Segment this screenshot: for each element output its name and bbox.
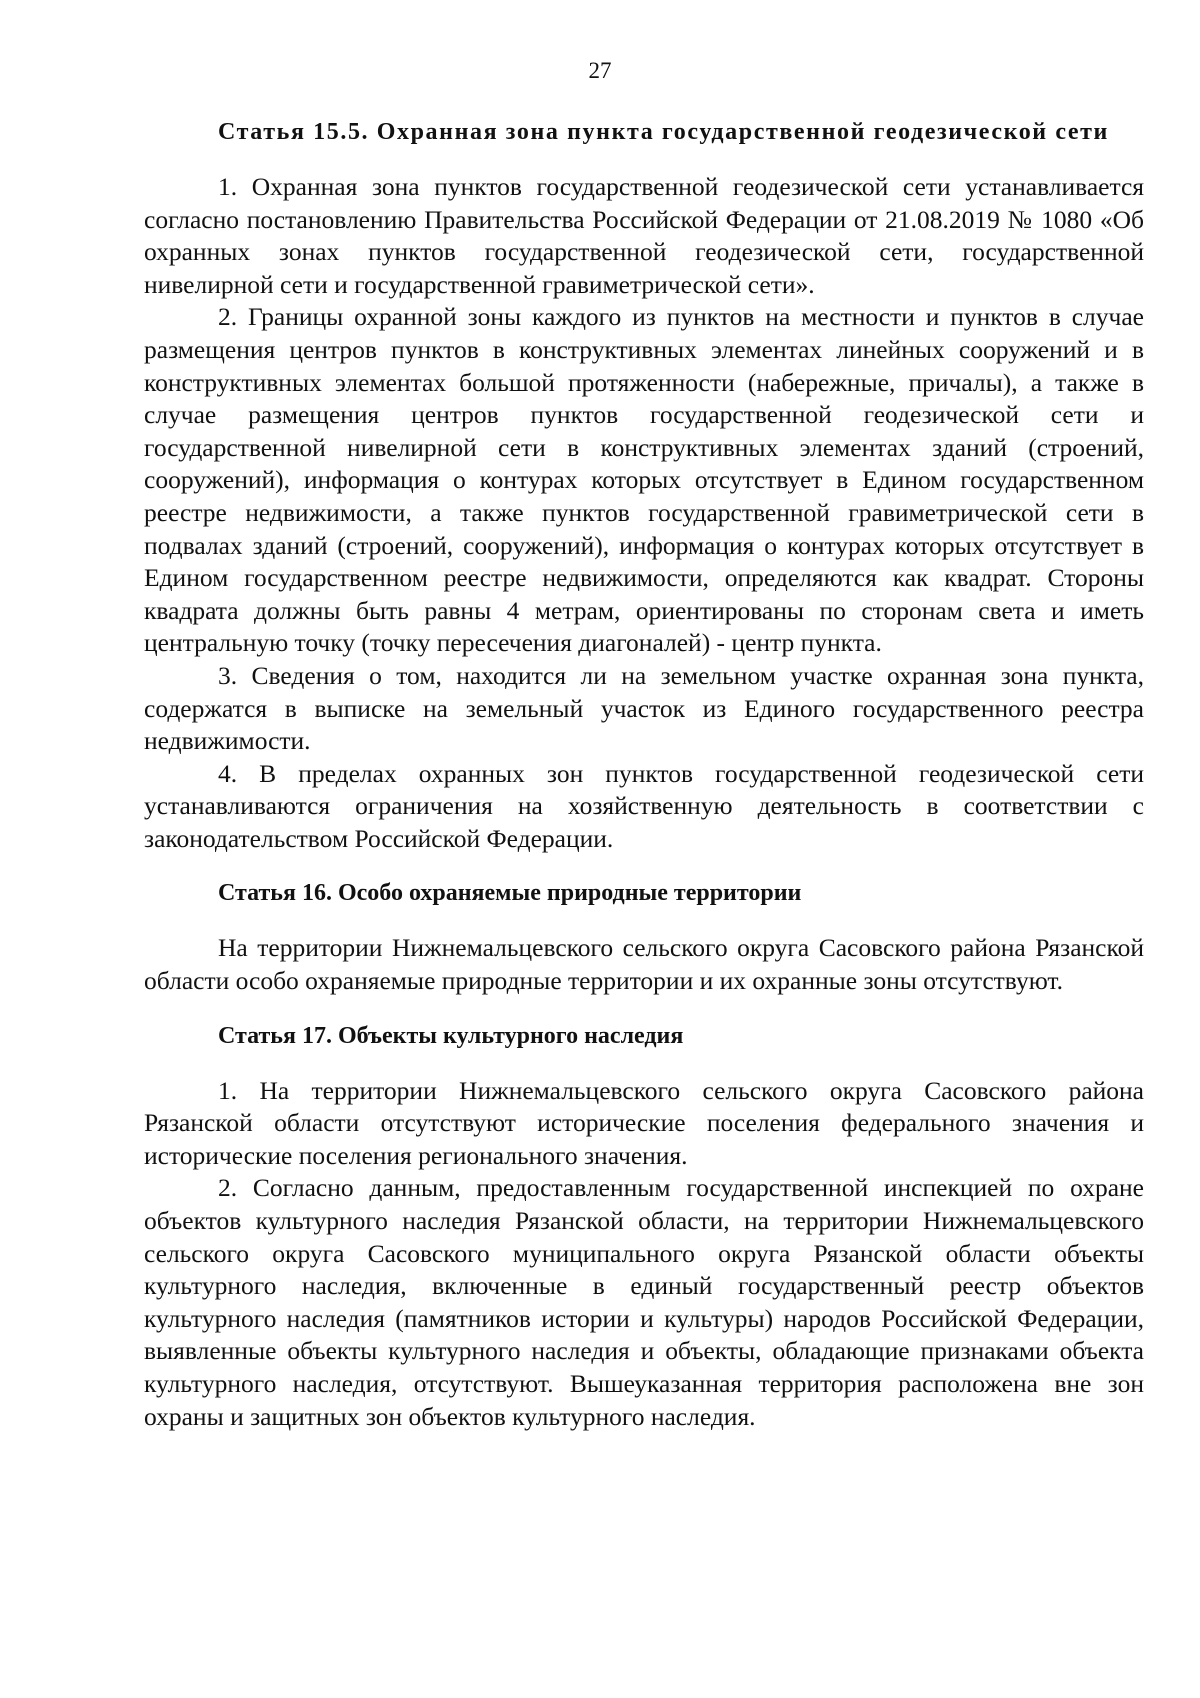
paragraph: 1. Охранная зона пунктов государственной геодезической сети устанавливается согласно постановлению Правительства Российской Федерации от 21.08.2019 № 1080 «Об охранных зонах пунктов государственной геодезической сети, государственной нивелирной сети и государственной гравиметрической сети». [144,172,1144,299]
section-article-15-5 [144,116,1144,855]
paragraph: 4. В пределах охранных зон пунктов государственной геодезической сети устанавливаются ограничения на хозяйственную деятельность в соответствии с законодательством Российской Федерации. [144,758,1144,853]
section-heading: Статья 15.5. Охранная зона пункта государственной геодезической сети [218,119,1109,145]
page-number: 27 [588,58,612,83]
document-body [144,116,1144,1433]
paragraph: 2. Согласно данным, предоставленным государственной инспекцией по охране объектов культурного наследия Рязанской области, на территории Нижнемальцевского сельского округа Сасовского муниципального округа Рязанской области объекты культурного наследия, включенные в единый государственный реестр объектов культурного наследия (памятников истории и культуры) народов Российской Федерации, выявленные объекты культурного наследия и объекты, обладающие признаками объекта культурного наследия, отсутствуют. Вышеуказанная территория расположена вне зон охраны и защитных зон объектов культурного наследия. [144,1173,1144,1431]
spacer [144,148,1144,171]
paragraph: 3. Сведения о том, находится ли на земельном участке охранная зона пункта, содержатся в выписке на земельный участок из Единого государственного реестра недвижимости. [144,660,1144,756]
section-article-16 [144,877,1144,997]
spacer [144,1052,1144,1075]
spacer [144,909,1144,932]
paragraph: 2. Границы охранной зоны каждого из пунктов на местности и пунктов в случае размещения центров пунктов в конструктивных элементах линейных сооружений и в конструктивных элементах большой протяженности (набережные, причалы), а также в случае размещения центров пунктов государственной геодезической сети и государственной нивелирной сети в конструктивных элементах зданий (строений, сооружений), информация о контурах которых отсутствует в Едином государственном реестре недвижимости, а также пунктов государственной гравиметрической сети в подвалах зданий (строений, сооружений), информация о контурах которых отсутствует в Едином государственном реестре недвижимости, определяются как квадрат. Стороны квадрата должны быть равны 4 метрам, ориентированы по сторонам света и иметь центральную точку (точку пересечения диагоналей) - центр пункта. [144,302,1144,658]
spacer [144,855,1144,877]
spacer [144,998,1144,1020]
paragraph: 1. На территории Нижнемальцевского сельского округа Сасовского района Рязанской области отсутствуют исторические поселения федерального значения и исторические поселения регионального значения. [144,1075,1144,1170]
section-heading: Статья 16. Особо охраняемые природные территории [218,880,802,907]
section-heading: Статья 17. Объекты культурного наследия [218,1022,684,1049]
section-article-17 [144,1020,1144,1434]
paragraph: На территории Нижнемальцевского сельского округа Сасовского района Рязанской области особо охраняемые природные территории и их охранные зоны отсутствуют. [144,933,1144,996]
